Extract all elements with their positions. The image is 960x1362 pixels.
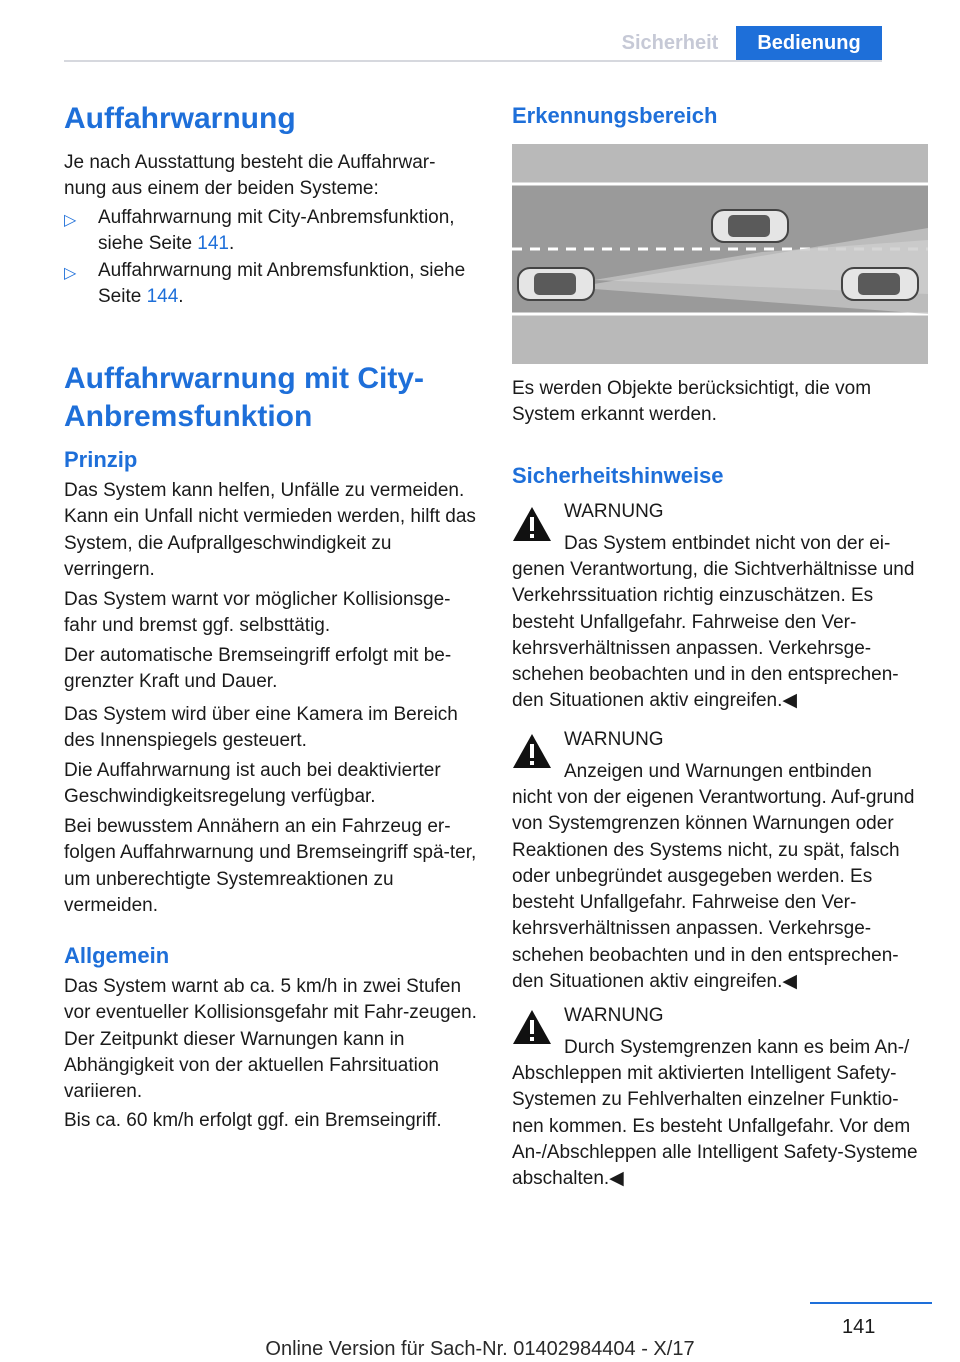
list-item: ▷ Auffahrwarnung mit City-Anbremsfunktion, siehe Seite 141. <box>64 207 455 255</box>
triangle-bullet-icon: ▷ <box>64 265 77 282</box>
paragraph: Bei bewusstem Annähern an ein Fahrzeug er-folgen Auffahrwarnung und Bremseingriff spä-ter, um unberechtigte Systemreaktionen zu vermeiden. <box>64 816 477 916</box>
paragraph: Das System wird über eine Kamera im Bereich des Innenspiegels gesteuert. <box>64 704 458 752</box>
warning-text: nicht von der eigenen Verantwortung. Auf-grund von Systemgrenzen können Warnungen oder Reaktionen des Systems nicht, zu spät, falsch oder unbegründet ausgegeben werden. Es besteht Unfallgefahr. Fahrweise den Ver-kehrsverhältnissen anpassen. Verkehrsge-schehen beobachten und in den entsprechen-den Situationen aktiv eingreifen.◀ <box>512 787 915 993</box>
car-icon <box>518 268 594 300</box>
online-version-footer: Online Version für Sach-Nr. 01402984404 - X/17 <box>265 1338 695 1360</box>
warning-label: WARNUNG <box>564 501 664 522</box>
paragraph: Das System warnt vor möglicher Kollisionsge-fahr und bremst ggf. selbsttätig. <box>64 589 451 637</box>
heading-prinzip: Prinzip <box>64 447 138 472</box>
figure-caption: Es werden Objekte berücksichtigt, die vom System erkannt werden. <box>512 378 872 426</box>
warning-label: WARNUNG <box>564 729 664 750</box>
warning-label: WARNUNG <box>564 1005 664 1026</box>
heading-auffahrwarnung: Auffahrwarnung <box>64 102 296 135</box>
page-link[interactable]: 141 <box>197 233 229 255</box>
warning-triangle-icon <box>512 1009 552 1045</box>
warning-text: Abschleppen mit aktivierten Intelligent Safety-Systemen zu Fehlverhalten einzelner Funktio-nen kommen. Es besteht Unfallgefahr. Vor dem An-/Abschleppen alle Intelligent Safety-Systeme abschalten.◀ <box>512 1063 918 1190</box>
heading-sicherheitshinweise: Sicherheitshinweise <box>512 463 724 488</box>
road-diagram <box>512 144 928 364</box>
page-number: 141 <box>842 1316 876 1338</box>
page-link[interactable]: 144 <box>146 286 179 308</box>
footer-accent-rule <box>810 1302 932 1304</box>
list-item-text: Auffahrwarnung mit Anbremsfunktion, siehe Seite <box>98 260 466 308</box>
warning-triangle-icon <box>512 733 552 769</box>
heading-line: Auffahrwarnung mit City- <box>64 362 424 395</box>
warning-first-line: Anzeigen und Warnungen entbinden <box>564 761 872 782</box>
heading-erkennungsbereich: Erkennungsbereich <box>512 103 718 128</box>
detection-area-illustration <box>512 144 928 364</box>
header-divider <box>64 60 882 62</box>
list-item-text: Auffahrwarnung mit City-Anbremsfunktion, siehe Seite <box>98 207 455 255</box>
paragraph: Die Auffahrwarnung ist auch bei deaktivierter Geschwindigkeitsregelung verfügbar. <box>64 760 441 808</box>
warning-first-line: Das System entbindet nicht von der ei- <box>564 533 891 554</box>
warning-first-line: Durch Systemgrenzen kann es beim An-/ <box>564 1037 910 1058</box>
paragraph: Bis ca. 60 km/h erfolgt ggf. ein Bremseingriff. <box>64 1110 442 1131</box>
paragraph: Das System kann helfen, Unfälle zu vermeiden. Kann ein Unfall nicht vermieden werden, hilft das System, die Aufprallgeschwindigkeit zu verringern. <box>64 480 476 580</box>
list-item: ▷ Auffahrwarnung mit Anbremsfunktion, siehe Seite 144. <box>64 260 466 308</box>
intro-paragraph: Je nach Ausstattung besteht die Auffahrwar-nung aus einem der beiden Systeme: <box>64 152 436 200</box>
heading-city-anbremsfunktion <box>64 360 424 436</box>
paragraph: Das System warnt ab ca. 5 km/h in zwei Stufen vor eventueller Kollisionsgefahr mit Fahr-zeugen. Der Zeitpunkt dieser Warnungen kann in Abhängigkeit von der aktuellen Fahrsituation variieren. <box>64 976 477 1103</box>
car-icon <box>712 210 788 242</box>
triangle-bullet-icon: ▷ <box>64 212 77 229</box>
section-tab-sicherheit: Sicherheit <box>621 31 719 54</box>
paragraph: Der automatische Bremseingriff erfolgt mit be-grenzter Kraft und Dauer. <box>64 645 452 693</box>
warning-text: genen Verantwortung, die Sichtverhältnisse und Verkehrssituation richtig einzuschätzen. Es besteht Unfallgefahr. Fahrweise den Ver-kehrsverhältnissen anpassen. Verkehrsge-schehen beobachten und in den entsprechen-den Situationen aktiv eingreifen.◀ <box>512 559 915 712</box>
warning-triangle-icon <box>512 506 552 542</box>
section-tab-bedienung: Bedienung <box>736 26 882 60</box>
heading-line: Anbremsfunktion <box>64 400 313 433</box>
car-icon <box>842 268 918 300</box>
heading-allgemein: Allgemein <box>64 943 170 968</box>
